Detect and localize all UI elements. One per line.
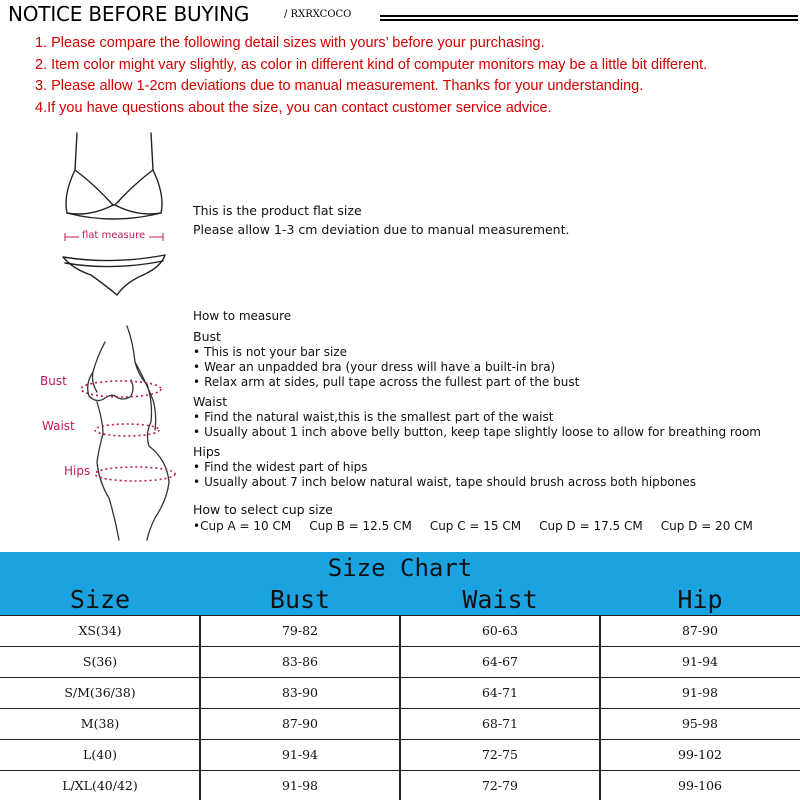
cup-size-item: Cup D = 20 CM [660,519,753,533]
waist-cell: 60-63 [481,623,519,638]
waist-section [193,394,793,440]
body-measure-illustration [75,322,195,542]
hips-tip-2: • Usually about 7 inch below natural waist, tape should brush across both hipbones [193,475,793,490]
hip-cell: 99-102 [678,747,722,762]
column-divider [599,615,601,800]
cup-size-item: Cup D = 17.5 CM [539,519,643,533]
flat-size-line-1: This is the product flat size [193,203,362,218]
bust-tip-3: • Relax arm at sides, pull tape across the fullest part of the bust [193,375,793,390]
size-cell: XS(34) [78,623,122,638]
hip-cell: 95-98 [681,716,719,731]
size-chart [0,552,800,800]
size-cell: L/XL(40/42) [62,778,138,793]
flat-size-line-2: Please allow 1-3 cm deviation due to manual measurement. [193,222,570,237]
flat-measure-label: flat measure [82,230,146,241]
waist-label: Waist [42,419,75,433]
header-rule [380,15,798,17]
hips-section [193,444,793,490]
column-header-bust: Bust [269,585,331,614]
hips-tip-1: • Find the widest part of hips [193,460,793,475]
notice-list [35,33,707,119]
bust-cell: 91-94 [281,747,319,762]
notice-line-1: 1. Please compare the following detail sizes with yours’ before your purchasing. [35,35,545,51]
notice-line-2: 2. Item color might vary slightly, as color in different kind of computer monitors may be a little bit different. [35,56,708,73]
size-cell: M(38) [80,716,120,731]
hip-cell: 99-106 [678,778,722,793]
flat-size-note [193,201,569,239]
cup-heading: How to select cup size [193,502,333,517]
bikini-flat-illustration [55,125,185,305]
bust-tip-2: • Wear an unpadded bra (your dress will have a built-in bra) [193,360,793,375]
waist-tip-1: • Find the natural waist,this is the smallest part of the waist [193,410,793,425]
size-chart-title: Size Chart [327,554,473,582]
size-cell: S(36) [82,654,118,669]
cup-size-item: • Cup A = 10 CM [193,518,291,535]
column-header-waist: Waist [462,585,538,614]
cup-size-list [193,518,793,535]
column-divider [399,615,401,800]
bust-cell: 83-90 [281,685,319,700]
bust-cell: 87-90 [281,716,319,731]
waist-cell: 64-67 [481,654,519,669]
measure-heading: How to measure [193,309,292,323]
notice-line-3: 3. Please allow 1-2cm deviations due to manual measurement. Thanks for your understanding. [35,78,644,94]
waist-cell: 72-79 [481,778,519,793]
notice-line-4: 4.If you have questions about the size, you can contact customer service advice. [35,99,552,116]
size-cell: L(40) [83,747,117,762]
how-to-measure [193,308,793,535]
column-header-size: Size [69,585,131,614]
brand-name: / RXRXCOCO [284,9,352,20]
hip-cell: 91-94 [681,654,719,669]
bust-cell: 83-86 [281,654,319,669]
waist-tip-2: • Usually about 1 inch above belly button, keep tape slightly loose to allow for breathing room [193,425,793,440]
column-header-hip: Hip [677,585,723,614]
hips-section-title: Hips [193,444,221,459]
bust-label: Bust [40,374,67,388]
header-rule [380,19,798,21]
cup-size-item: Cup B = 12.5 CM [309,519,412,533]
bust-cell: 91-98 [281,778,319,793]
waist-section-title: Waist [193,394,228,409]
cup-size-item: Cup C = 15 CM [429,519,522,533]
waist-cell: 68-71 [481,716,519,731]
waist-cell: 64-71 [481,685,519,700]
hip-cell: 87-90 [681,623,719,638]
cup-section [193,502,793,535]
size-cell: S/M(36/38) [64,685,136,700]
bust-cell: 79-82 [281,623,319,638]
waist-cell: 72-75 [481,747,519,762]
hips-label: Hips [64,464,91,478]
bust-section-title: Bust [193,329,221,344]
bust-tip-1: • This is not your bar size [193,345,793,360]
column-divider [199,615,201,800]
hip-cell: 91-98 [681,685,719,700]
notice-header [8,2,798,28]
bust-section [193,329,793,390]
notice-title: NOTICE BEFORE BUYING [8,2,250,26]
